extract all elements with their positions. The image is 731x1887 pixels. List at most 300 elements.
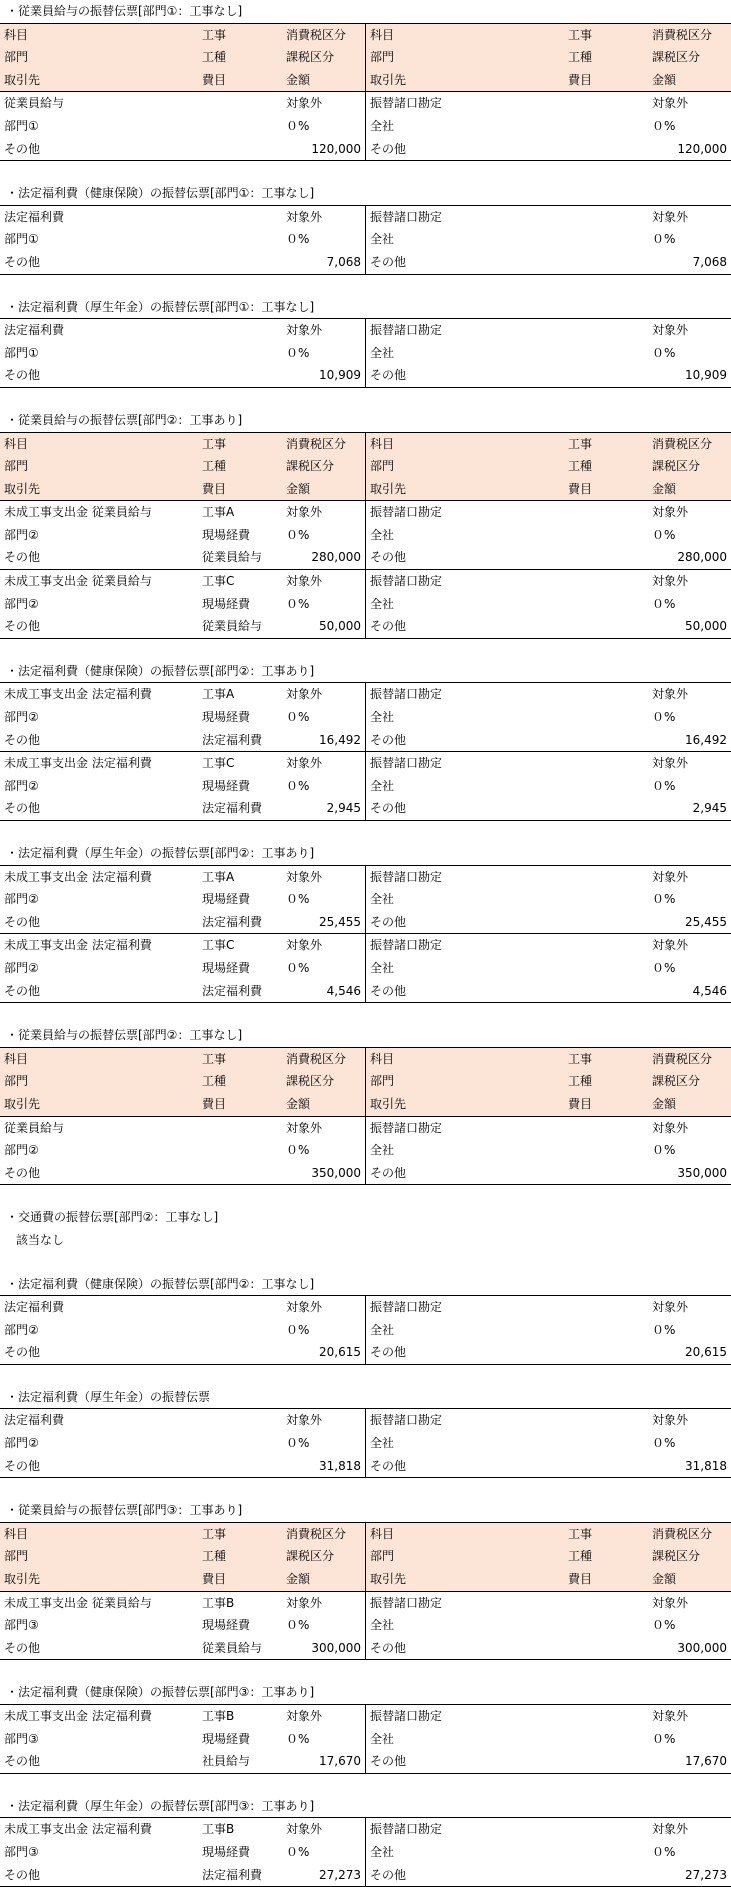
value-cell: ０% [286, 960, 310, 975]
work-cell [202, 319, 286, 342]
value-cell: 対象外 [652, 1120, 689, 1135]
work-cell: 費目 [202, 1096, 227, 1111]
credit-side [366, 683, 731, 820]
subject-cell: 取引先 [370, 481, 407, 496]
value-cell: 課税区分 [652, 50, 701, 65]
voucher-row [366, 228, 731, 251]
voucher-row [366, 1637, 731, 1660]
subject-cell: 全社 [370, 1618, 395, 1633]
value-cell: 280,000 [311, 550, 361, 565]
debit-side [0, 683, 366, 820]
value-cell: 対象外 [652, 96, 689, 111]
voucher-table [0, 1295, 731, 1365]
credit-side [366, 24, 731, 161]
entry-group [0, 866, 365, 934]
work-cell: 工事 [202, 436, 227, 451]
work-cell [202, 138, 286, 161]
subject-cell: 全社 [370, 1731, 395, 1746]
work-cell: 工種 [202, 459, 227, 474]
value-cell: ０% [286, 1844, 310, 1859]
value-cell: 16,492 [319, 732, 361, 747]
debit-side [0, 1296, 366, 1364]
voucher-row [366, 570, 731, 593]
voucher-row [366, 593, 731, 616]
subject-cell: その他 [4, 1345, 41, 1360]
credit-side [366, 1296, 731, 1364]
voucher-row [366, 1117, 731, 1140]
voucher-row [0, 911, 365, 934]
entry-group [366, 1705, 731, 1773]
credit-side [366, 1523, 731, 1660]
debit-side [0, 1409, 366, 1477]
subject-cell: その他 [370, 550, 407, 565]
voucher-row [366, 1705, 731, 1728]
value-cell: 16,492 [685, 732, 727, 747]
subject-cell: 法定福利費 [4, 1413, 65, 1428]
header-group [366, 1523, 731, 1591]
work-cell [568, 1139, 652, 1162]
header-row [0, 46, 365, 69]
voucher-row [366, 1432, 731, 1455]
work-cell [202, 1455, 286, 1478]
header-row [0, 24, 365, 47]
subject-cell: その他 [370, 1867, 407, 1882]
value-cell: 金額 [286, 481, 311, 496]
header-row [0, 1093, 365, 1116]
work-cell [568, 1341, 652, 1364]
work-cell [568, 319, 652, 342]
work-cell [568, 524, 652, 547]
subject-cell: 取引先 [370, 1096, 407, 1111]
subject-cell: 振替諸口勘定 [370, 687, 443, 702]
value-cell: 120,000 [311, 141, 361, 156]
value-cell: 対象外 [652, 209, 689, 224]
voucher-row [0, 319, 365, 342]
subject-cell: 全社 [370, 118, 395, 133]
voucher-row [366, 1750, 731, 1773]
value-cell: ０% [286, 1143, 310, 1158]
entry-group [0, 1591, 365, 1660]
subject-cell: 全社 [370, 710, 395, 725]
voucher-row [0, 1162, 365, 1185]
credit-side [366, 1818, 731, 1886]
entry-group [366, 1591, 731, 1660]
voucher-table [0, 682, 731, 821]
voucher-row [366, 319, 731, 342]
subject-cell: 振替諸口勘定 [370, 756, 443, 771]
subject-cell: 全社 [370, 892, 395, 907]
voucher-row [0, 115, 365, 138]
subject-cell: その他 [4, 801, 41, 816]
value-cell: ０% [286, 778, 310, 793]
section-title: ・従業員給与の振替伝票[部門②：工事なし] [6, 1028, 243, 1043]
entry-group [366, 1116, 731, 1185]
credit-side [366, 1048, 731, 1185]
entry-group [0, 683, 365, 751]
credit-side [366, 1705, 731, 1773]
value-cell: 対象外 [286, 323, 323, 338]
entry-group [366, 569, 731, 638]
value-cell: ０% [286, 232, 310, 247]
value-cell: 対象外 [286, 1822, 323, 1837]
debit-side [0, 433, 366, 638]
voucher-row [0, 1139, 365, 1162]
entry-group [0, 500, 365, 569]
subject-cell: 振替諸口勘定 [370, 869, 443, 884]
voucher-row [0, 706, 365, 729]
value-cell: 対象外 [652, 323, 689, 338]
work-cell: 工事B [202, 1709, 235, 1723]
value-cell: 300,000 [677, 1640, 727, 1655]
subject-cell: その他 [4, 368, 41, 383]
work-cell [568, 206, 652, 229]
voucher-row [0, 888, 365, 911]
work-cell [568, 1162, 652, 1185]
debit-side [0, 1523, 366, 1660]
debit-side [0, 1818, 366, 1886]
voucher-row [0, 1592, 365, 1615]
value-cell: 対象外 [652, 687, 689, 702]
value-cell: ０% [652, 1322, 676, 1337]
value-cell: 対象外 [286, 869, 323, 884]
work-cell: 現場経費 [202, 710, 251, 725]
header-row [366, 1545, 731, 1568]
work-cell: 従業員給与 [202, 619, 263, 634]
voucher-row [366, 501, 731, 524]
value-cell: 対象外 [652, 574, 689, 589]
work-cell: 費目 [568, 1096, 593, 1111]
value-cell: 20,615 [319, 1345, 361, 1360]
credit-side [366, 1409, 731, 1477]
work-cell: 現場経費 [202, 596, 251, 611]
voucher-row [0, 1117, 365, 1140]
subject-cell: 科目 [4, 1051, 29, 1066]
debit-side [0, 1705, 366, 1773]
voucher-row [0, 729, 365, 752]
subject-cell: その他 [4, 983, 41, 998]
work-cell: 法定福利費 [202, 983, 263, 998]
work-cell [202, 1319, 286, 1342]
header-group [366, 433, 731, 501]
entry-group [366, 1296, 731, 1364]
value-cell: 対象外 [652, 1300, 689, 1315]
work-cell [568, 683, 652, 706]
header-group [366, 24, 731, 92]
work-cell [568, 934, 652, 957]
work-cell: 工種 [202, 1549, 227, 1564]
value-cell: ０% [652, 1436, 676, 1451]
value-cell: ０% [652, 960, 676, 975]
voucher-row [0, 570, 365, 593]
entry-group [366, 1818, 731, 1886]
subject-cell: 取引先 [4, 481, 41, 496]
entry-group [0, 569, 365, 638]
value-cell: 消費税区分 [652, 436, 713, 451]
value-cell: 対象外 [286, 938, 323, 953]
voucher-table [0, 865, 731, 1004]
voucher-table [0, 318, 731, 388]
subject-cell: 振替諸口勘定 [370, 1822, 443, 1837]
work-cell [568, 570, 652, 593]
work-cell [568, 364, 652, 387]
voucher-row [366, 1409, 731, 1432]
credit-side [366, 433, 731, 638]
section-title: ・法定福利費（健康保険）の振替伝票[部門①：工事なし] [6, 186, 315, 201]
header-row [366, 1093, 731, 1116]
work-cell [202, 92, 286, 115]
entry-group [366, 933, 731, 1002]
work-cell [202, 1341, 286, 1364]
value-cell: 対象外 [286, 756, 323, 771]
value-cell: 金額 [652, 481, 677, 496]
work-cell: 費目 [202, 1572, 227, 1587]
subject-cell: その他 [370, 914, 407, 929]
subject-cell: 未成工事支出金 法定福利費 [4, 938, 152, 953]
work-cell: 工事 [202, 1526, 227, 1541]
work-cell [568, 138, 652, 161]
value-cell: ０% [286, 596, 310, 611]
voucher-row [0, 206, 365, 229]
work-cell: 工事 [568, 1526, 593, 1541]
entry-group [0, 319, 365, 387]
voucher-row [366, 1296, 731, 1319]
header-group [0, 1048, 365, 1116]
subject-cell: 科目 [370, 27, 395, 42]
header-row [366, 24, 731, 47]
value-cell: ０% [652, 596, 676, 611]
voucher-row [0, 138, 365, 161]
work-cell [568, 706, 652, 729]
debit-side [0, 866, 366, 1003]
work-cell: 現場経費 [202, 1618, 251, 1633]
voucher-row [0, 501, 365, 524]
value-cell: 4,546 [326, 983, 361, 998]
value-cell: 課税区分 [286, 1074, 335, 1089]
value-cell: 対象外 [652, 869, 689, 884]
subject-cell: 部門① [4, 118, 39, 133]
no-entry-note: 該当なし [16, 1232, 65, 1247]
work-cell: 費目 [568, 481, 593, 496]
work-cell [568, 911, 652, 934]
voucher-row [0, 251, 365, 274]
voucher-row [366, 706, 731, 729]
subject-cell: その他 [370, 983, 407, 998]
work-cell: 法定福利費 [202, 1867, 263, 1882]
section-title: ・従業員給与の振替伝票[部門③：工事あり] [6, 1503, 243, 1518]
subject-cell: 振替諸口勘定 [370, 1595, 443, 1610]
value-cell: 7,068 [326, 254, 361, 269]
value-cell: 課税区分 [286, 50, 335, 65]
section-title: ・従業員給与の振替伝票[部門②：工事あり] [6, 412, 243, 427]
subject-cell: 科目 [4, 436, 29, 451]
subject-cell: 部門 [4, 1074, 29, 1089]
voucher-row [366, 1341, 731, 1364]
work-cell: 工事C [202, 756, 235, 771]
value-cell: 20,615 [685, 1345, 727, 1360]
work-cell: 工事C [202, 574, 235, 589]
work-cell [568, 775, 652, 798]
value-cell: 対象外 [286, 1595, 323, 1610]
work-cell: 工種 [202, 50, 227, 65]
voucher-row [0, 934, 365, 957]
work-cell [568, 866, 652, 889]
work-cell [202, 251, 286, 274]
work-cell: 現場経費 [202, 527, 251, 542]
subject-cell: 取引先 [4, 72, 41, 87]
work-cell: 工種 [568, 1074, 593, 1089]
work-cell [568, 888, 652, 911]
subject-cell: その他 [370, 1640, 407, 1655]
work-cell: 工種 [568, 50, 593, 65]
value-cell: 金額 [652, 72, 677, 87]
section-title: ・法定福利費（厚生年金）の振替伝票[部門②：工事あり] [6, 846, 315, 860]
subject-cell: 振替諸口勘定 [370, 938, 443, 953]
header-group [0, 24, 365, 92]
value-cell: 17,670 [685, 1754, 727, 1769]
work-cell [568, 752, 652, 775]
value-cell: ０% [652, 527, 676, 542]
work-cell [568, 1455, 652, 1478]
work-cell: 工事 [568, 436, 593, 451]
value-cell: ０% [286, 345, 310, 360]
work-cell [202, 206, 286, 229]
subject-cell: 法定福利費 [4, 323, 65, 338]
subject-cell: その他 [370, 801, 407, 816]
section-title: ・法定福利費（健康保険）の振替伝票[部門③：工事あり] [6, 1685, 315, 1700]
subject-cell: 取引先 [370, 1572, 407, 1587]
work-cell [202, 342, 286, 365]
voucher-row [366, 1319, 731, 1342]
subject-cell: その他 [370, 254, 407, 269]
work-cell: 費目 [202, 481, 227, 496]
work-cell [568, 1818, 652, 1841]
value-cell: 対象外 [652, 938, 689, 953]
entry-group [0, 1409, 365, 1477]
work-cell [568, 1728, 652, 1751]
entry-group [366, 206, 731, 274]
subject-cell: その他 [370, 368, 407, 383]
value-cell: 消費税区分 [286, 436, 347, 451]
entry-group [0, 1705, 365, 1773]
value-cell: 31,818 [685, 1458, 727, 1473]
subject-cell: 振替諸口勘定 [370, 323, 443, 338]
voucher-table [0, 23, 731, 162]
work-cell: 工事B [202, 1822, 235, 1837]
work-cell: 従業員給与 [202, 1640, 263, 1655]
voucher-row [366, 342, 731, 365]
entry-group [366, 91, 731, 160]
section-spacer [0, 1660, 731, 1681]
work-cell: 現場経費 [202, 1844, 251, 1859]
voucher-row [0, 683, 365, 706]
voucher-row [0, 364, 365, 387]
entry-group [366, 319, 731, 387]
entry-group [0, 933, 365, 1002]
subject-cell: 部門 [370, 1549, 395, 1564]
work-cell: 工事 [568, 27, 593, 42]
subject-cell: その他 [4, 550, 41, 565]
work-cell [568, 251, 652, 274]
voucher-row [366, 1728, 731, 1751]
value-cell: 金額 [286, 72, 311, 87]
value-cell: 対象外 [652, 1595, 689, 1610]
subject-cell: その他 [4, 254, 41, 269]
section-title: ・法定福利費（厚生年金）の振替伝票[部門①：工事なし] [6, 299, 315, 314]
value-cell: ０% [286, 892, 310, 907]
entry-group [0, 1116, 365, 1185]
subject-cell: 科目 [370, 1526, 395, 1541]
header-row [0, 1070, 365, 1093]
work-cell: 費目 [202, 72, 227, 87]
work-cell: 工事B [202, 1595, 235, 1610]
voucher-table [0, 1704, 731, 1774]
value-cell: ０% [652, 1731, 676, 1746]
voucher-row [0, 546, 365, 569]
voucher-row [366, 1614, 731, 1637]
subject-cell: 従業員給与 [4, 96, 65, 111]
entry-group [0, 206, 365, 274]
subject-cell: 部門② [4, 960, 39, 975]
debit-side [0, 24, 366, 161]
voucher-table [0, 432, 731, 639]
work-cell [568, 957, 652, 980]
subject-cell: 振替諸口勘定 [370, 1300, 443, 1315]
work-cell: 工事 [202, 1051, 227, 1066]
work-cell [568, 729, 652, 752]
subject-cell: 全社 [370, 778, 395, 793]
subject-cell: 部門② [4, 778, 39, 793]
voucher-row [366, 683, 731, 706]
value-cell: 課税区分 [652, 1549, 701, 1564]
header-row [0, 455, 365, 478]
subject-cell: その他 [4, 732, 41, 747]
value-cell: 対象外 [286, 1120, 323, 1135]
value-cell: ０% [286, 1436, 310, 1451]
value-cell: 10,909 [685, 368, 727, 383]
work-cell [202, 228, 286, 251]
value-cell: ０% [652, 1844, 676, 1859]
value-cell: 7,068 [692, 254, 727, 269]
subject-cell: 部門 [370, 50, 395, 65]
work-cell [568, 1319, 652, 1342]
subject-cell: 部門 [370, 1074, 395, 1089]
section-title: ・交通費の振替伝票[部門②：工事なし] [6, 1210, 219, 1225]
value-cell: 25,455 [685, 914, 727, 929]
subject-cell: 部門① [4, 232, 39, 247]
subject-cell: 振替諸口勘定 [370, 574, 443, 589]
work-cell [568, 1296, 652, 1319]
section-title: ・従業員給与の振替伝票[部門①：工事なし] [6, 4, 243, 18]
subject-cell: 振替諸口勘定 [370, 1120, 443, 1135]
value-cell: 120,000 [677, 141, 727, 156]
work-cell [202, 1139, 286, 1162]
voucher-row [0, 797, 365, 820]
value-cell: ０% [286, 1731, 310, 1746]
header-row [0, 1523, 365, 1546]
value-cell: ０% [652, 892, 676, 907]
value-cell: 消費税区分 [286, 1051, 347, 1066]
entry-group [0, 1296, 365, 1364]
header-row [0, 1048, 365, 1071]
work-cell [568, 1705, 652, 1728]
section-spacer [0, 161, 731, 182]
work-cell: 現場経費 [202, 960, 251, 975]
subject-cell: 振替諸口勘定 [370, 1709, 443, 1723]
voucher-table [0, 1047, 731, 1186]
voucher-row [0, 593, 365, 616]
value-cell: 300,000 [311, 1640, 361, 1655]
voucher-row [366, 934, 731, 957]
